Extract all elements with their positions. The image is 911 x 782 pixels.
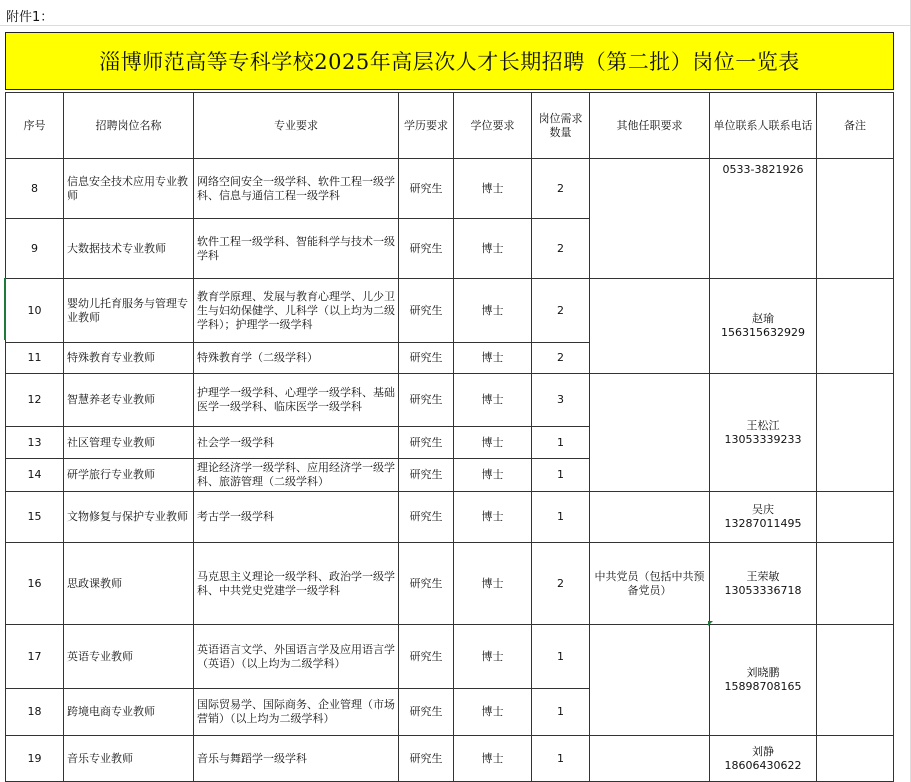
cell-remark[interactable] (817, 543, 894, 625)
table-row (6, 492, 894, 543)
header-contact[interactable]: 单位联系人联系电话 (710, 93, 817, 159)
cell-no[interactable]: 17 (6, 625, 64, 689)
cell-position[interactable]: 智慧养老专业教师 (64, 374, 194, 427)
sheet-title[interactable] (5, 32, 894, 90)
title-text: 淄博师范高等专科学校2025年高层次人才长期招聘（第二批）岗位一览表 (99, 50, 800, 74)
cell-remark[interactable] (817, 492, 894, 543)
cell-remark[interactable] (817, 736, 894, 782)
cell-position[interactable]: 文物修复与保护专业教师 (64, 492, 194, 543)
cell-other[interactable] (590, 374, 710, 492)
cell-degree[interactable]: 博士 (454, 279, 532, 343)
cell-major[interactable]: 考古学一级学科 (194, 492, 399, 543)
header-degree[interactable]: 学位要求 (454, 93, 532, 159)
cell-count[interactable]: 1 (532, 492, 590, 543)
cell-education[interactable]: 研究生 (399, 343, 454, 374)
contact-name: 王荣敏 (746, 569, 780, 583)
cell-count[interactable]: 1 (532, 427, 590, 459)
cell-remark[interactable] (817, 159, 894, 279)
cell-count[interactable]: 2 (532, 219, 590, 279)
cell-count[interactable]: 1 (532, 459, 590, 492)
cell-degree[interactable]: 博士 (454, 159, 532, 219)
cell-degree[interactable]: 博士 (454, 492, 532, 543)
cell-other[interactable] (590, 736, 710, 782)
cell-no[interactable]: 12 (6, 374, 64, 427)
cell-education[interactable]: 研究生 (399, 492, 454, 543)
cell-position[interactable]: 音乐专业教师 (64, 736, 194, 782)
cell-no[interactable]: 16 (6, 543, 64, 625)
cell-education[interactable]: 研究生 (399, 625, 454, 689)
cell-degree[interactable]: 博士 (454, 625, 532, 689)
header-other[interactable]: 其他任职要求 (590, 93, 710, 159)
cell-other[interactable] (590, 492, 710, 543)
cell-position[interactable]: 特殊教育专业教师 (64, 343, 194, 374)
contact-phone: 13053339233 (724, 432, 802, 446)
cell-position[interactable]: 婴幼儿托育服务与管理专业教师 (64, 279, 194, 343)
cell-education[interactable]: 研究生 (399, 159, 454, 219)
cell-no[interactable]: 19 (6, 736, 64, 782)
cell-major[interactable]: 网络空间安全一级学科、软件工程一级学科、信息与通信工程一级学科 (194, 159, 399, 219)
cell-major[interactable]: 马克思主义理论一级学科、政治学一级学科、中共党史党建学一级学科 (194, 543, 399, 625)
cell-contact[interactable] (710, 159, 817, 279)
contact-phone: 13287011495 (724, 517, 802, 530)
cell-degree[interactable]: 博士 (454, 736, 532, 782)
comment-indicator-icon (708, 621, 713, 626)
cell-contact[interactable] (710, 736, 817, 782)
header-education[interactable]: 学历要求 (399, 93, 454, 159)
cell-degree[interactable]: 博士 (454, 543, 532, 625)
cell-degree[interactable]: 博士 (454, 689, 532, 736)
cell-position[interactable]: 社区管理专业教师 (64, 427, 194, 459)
cell-no[interactable]: 8 (6, 159, 64, 219)
cell-major[interactable]: 理论经济学一级学科、应用经济学一级学科、旅游管理（二级学科） (194, 459, 399, 492)
cell-selection-marker (4, 278, 6, 340)
cell-position[interactable]: 研学旅行专业教师 (64, 459, 194, 492)
cell-no[interactable]: 10 (6, 279, 64, 343)
contact-name: 赵瑜 (752, 312, 774, 325)
table-row (6, 625, 894, 689)
header-row (6, 93, 894, 159)
cell-remark[interactable] (817, 374, 894, 492)
cell-count[interactable]: 2 (532, 159, 590, 219)
cell-count[interactable]: 2 (532, 279, 590, 343)
contact-name: 刘静 (752, 744, 774, 758)
cell-degree[interactable]: 博士 (454, 219, 532, 279)
header-no[interactable]: 序号 (6, 93, 64, 159)
cell-education[interactable]: 研究生 (399, 279, 454, 343)
positions-table (5, 92, 894, 782)
contact-name: 吴庆 (752, 503, 774, 516)
cell-no[interactable]: 14 (6, 459, 64, 492)
cell-remark[interactable] (817, 279, 894, 374)
cell-major[interactable]: 护理学一级学科、心理学一级学科、基础医学一级学科、临床医学一级学科 (194, 374, 399, 427)
contact-phone: 15898708165 (724, 680, 802, 693)
cell-education[interactable]: 研究生 (399, 219, 454, 279)
cell-position[interactable]: 信息安全技术应用专业教师 (64, 159, 194, 219)
contact-name: 刘晓鹏 (746, 666, 780, 679)
cell-position[interactable]: 思政课教师 (64, 543, 194, 625)
cell-education[interactable]: 研究生 (399, 374, 454, 427)
cell-count[interactable]: 2 (532, 343, 590, 374)
cell-major[interactable]: 软件工程一级学科、智能科学与技术一级学科 (194, 219, 399, 279)
cell-major[interactable]: 国际贸易学、国际商务、企业管理（市场营销）（以上均为二级学科） (194, 689, 399, 736)
cell-education[interactable]: 研究生 (399, 689, 454, 736)
cell-major[interactable]: 社会学一级学科 (194, 427, 399, 459)
table-row (6, 159, 894, 219)
cell-count[interactable]: 1 (532, 625, 590, 689)
cell-position[interactable]: 大数据技术专业教师 (64, 219, 194, 279)
table-row (6, 736, 894, 782)
cell-other[interactable] (590, 625, 710, 736)
cell-count[interactable]: 1 (532, 736, 590, 782)
cell-education[interactable]: 研究生 (399, 736, 454, 782)
cell-contact[interactable] (710, 625, 817, 736)
cell-degree[interactable]: 博士 (454, 343, 532, 374)
cell-degree[interactable]: 博士 (454, 459, 532, 492)
cell-major[interactable]: 音乐与舞蹈学一级学科 (194, 736, 399, 782)
cell-count[interactable]: 3 (532, 374, 590, 427)
cell-major[interactable]: 英语语言文学、外国语言学及应用语言学（英语）（以上均为二级学科） (194, 625, 399, 689)
cell-remark[interactable] (817, 625, 894, 736)
header-position[interactable]: 招聘岗位名称 (64, 93, 194, 159)
cell-major[interactable]: 特殊教育学（二级学科） (194, 343, 399, 374)
cell-education[interactable]: 研究生 (399, 459, 454, 492)
cell-position[interactable]: 英语专业教师 (64, 625, 194, 689)
cell-education[interactable]: 研究生 (399, 427, 454, 459)
cell-contact[interactable] (710, 374, 817, 492)
cell-count[interactable]: 1 (532, 689, 590, 736)
cell-position[interactable]: 跨境电商专业教师 (64, 689, 194, 736)
cell-no[interactable]: 15 (6, 492, 64, 543)
cell-other[interactable] (590, 279, 710, 374)
contact-phone: 13053336718 (724, 583, 802, 597)
table-row (6, 374, 894, 427)
contact-phone: 18606430622 (724, 758, 802, 772)
annex-label: 附件1： (6, 10, 54, 25)
cell-education[interactable]: 研究生 (399, 543, 454, 625)
cell-contact[interactable] (710, 279, 817, 374)
cell-no[interactable]: 18 (6, 689, 64, 736)
cell-no[interactable]: 11 (6, 343, 64, 374)
cell-degree[interactable]: 博士 (454, 427, 532, 459)
table-row (6, 543, 894, 625)
cell-major[interactable]: 教育学原理、发展与教育心理学、儿少卫生与妇幼保健学、儿科学（以上均为二级学科）；护理学一级学科 (194, 279, 399, 343)
header-remark[interactable]: 备注 (817, 93, 894, 159)
cell-count[interactable]: 2 (532, 543, 590, 625)
cell-other[interactable]: 中共党员（包括中共预备党员） (590, 543, 710, 625)
contact-phone: 0533-3821926 (722, 163, 804, 176)
cell-other[interactable] (590, 159, 710, 279)
cell-contact[interactable] (710, 492, 817, 543)
header-count[interactable]: 岗位需求数量 (532, 93, 590, 159)
header-major[interactable]: 专业要求 (194, 93, 399, 159)
cell-degree[interactable]: 博士 (454, 374, 532, 427)
contact-name: 王松江 (746, 418, 780, 432)
cell-no[interactable]: 13 (6, 427, 64, 459)
cell-contact[interactable] (710, 543, 817, 625)
cell-no[interactable]: 9 (6, 219, 64, 279)
table-row (6, 279, 894, 343)
contact-phone: 15631563292​9 (721, 326, 805, 339)
